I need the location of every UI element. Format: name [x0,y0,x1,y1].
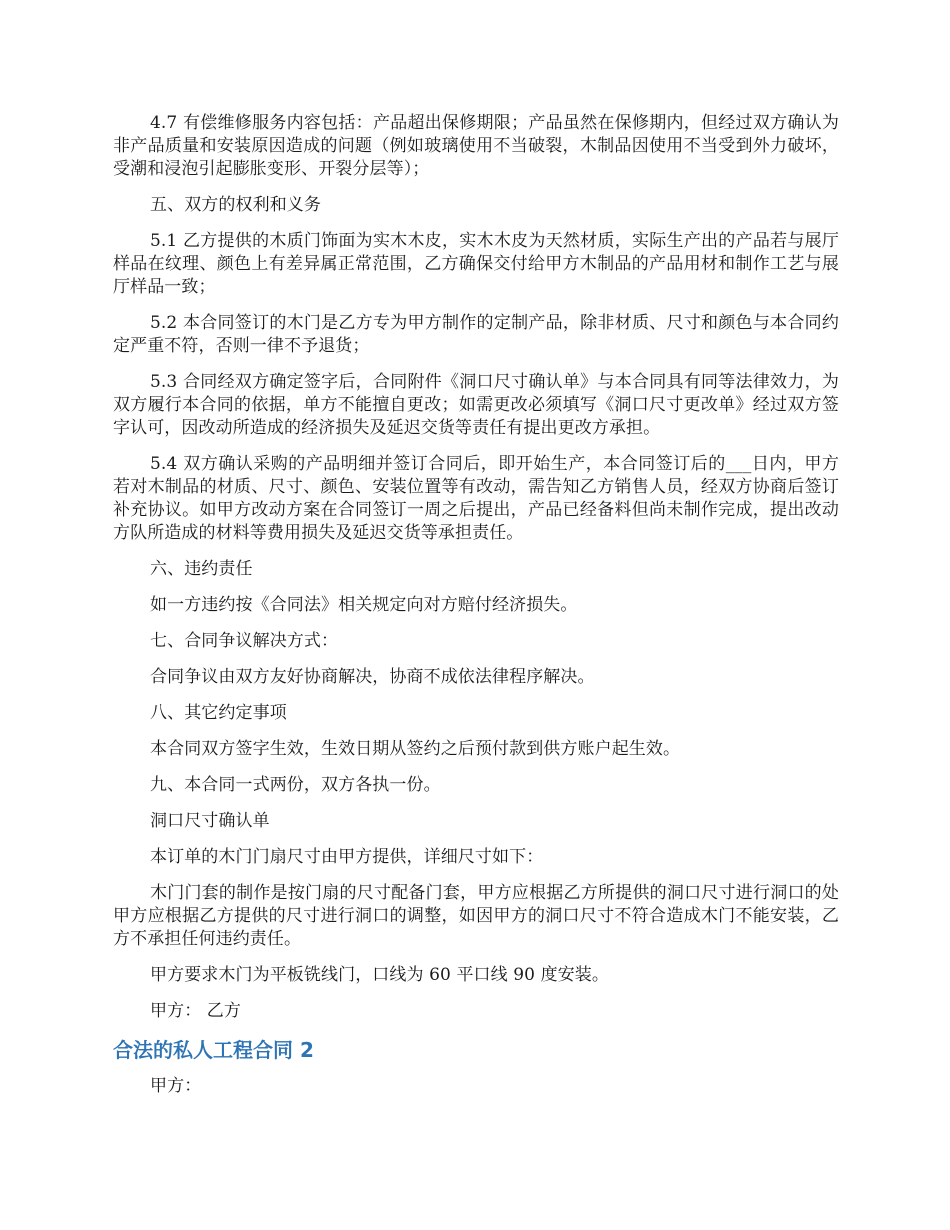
paragraph-door-size: 本订单的木门门扇尺寸由甲方提供，详细尺寸如下： [150,847,544,867]
document-heading: 合法的私人工程合同 2 [113,1038,314,1062]
document-body [113,112,839,1111]
paragraph-copies: 九、本合同一式两份，双方各执一份。 [150,775,441,795]
paragraph-effective-date: 本合同双方签字生效，生效日期从签约之后预付款到供方账户起生效。 [150,739,681,759]
paragraph-4-7: 4.7 有偿维修服务内容包括：产品超出保修期限；产品虽然在保修期内，但经过双方确认为非产品质量和安装原因造成的问题（例如玻璃使用不当破裂，木制品因使用不当受到外力破坏，受潮和浸泡引起膨胀变形、开裂分层等）； [113,113,839,179]
section-heading-dispute: 七、合同争议解决方式： [150,631,339,651]
section-heading-rights-obligations: 五、双方的权利和义务 [150,195,321,215]
paragraph-5-1: 5.1 乙方提供的木质门饰面为实木木皮，实木木皮为天然材质，实际生产出的产品若与展厅样品在纹理、颜色上有差异属正常范围，乙方确保交付给甲方木制品的产品用材和制作工艺与展厅样品一致； [113,231,839,297]
section-heading-other-terms: 八、其它约定事项 [150,703,287,723]
party-a-line: 甲方： [150,1076,202,1096]
paragraph-door-requirement: 甲方要求木门为平板铣线门，口线为 60 平口线 90 度安装。 [150,965,609,985]
paragraph-5-3: 5.3 合同经双方确定签字后，合同附件《洞口尺寸确认单》与本合同具有同等法律效力，为双方履行本合同的依据，单方不能擅自更改；如需更改必须填写《洞口尺寸更改单》经过双方签字认可，因改动所造成的经济损失及延迟交货等责任有提出更改方承担。 [113,372,839,438]
paragraph-5-4: 5.4 双方确认采购的产品明细并签订合同后，即开始生产，本合同签订后的___日内，甲方若对木制品的材质、尺寸、颜色、安装位置等有改动，需告知乙方销售人员，经双方协商后签订补充协议。如甲方改动方案在合同签订一周之后提出，产品已经备料但尚未制作完成，提出改动方队所造成的材料等费用损失及延迟交货等承担责任。 [113,454,839,543]
paragraph-dispute: 合同争议由双方友好协商解决，协商不成依法律程序解决。 [150,667,595,687]
annex-title: 洞口尺寸确认单 [150,811,270,831]
paragraph-breach: 如一方违约按《合同法》相关规定向对方赔付经济损失。 [150,595,578,615]
signature-line: 甲方： 乙方 [150,1001,242,1021]
paragraph-5-2: 5.2 本合同签订的木门是乙方专为甲方制作的定制产品，除非材质、尺寸和颜色与本合同约定严重不符，否则一律不予退货； [113,313,839,356]
paragraph-door-frame: 木门门套的制作是按门扇的尺寸配备门套，甲方应根据乙方所提供的洞口尺寸进行洞口的处甲方应根据乙方提供的尺寸进行洞口的调整，如因甲方的洞口尺寸不符合造成木门不能安装，乙方不承担任何违约责任。 [113,883,839,949]
section-heading-breach: 六、违约责任 [150,559,253,579]
